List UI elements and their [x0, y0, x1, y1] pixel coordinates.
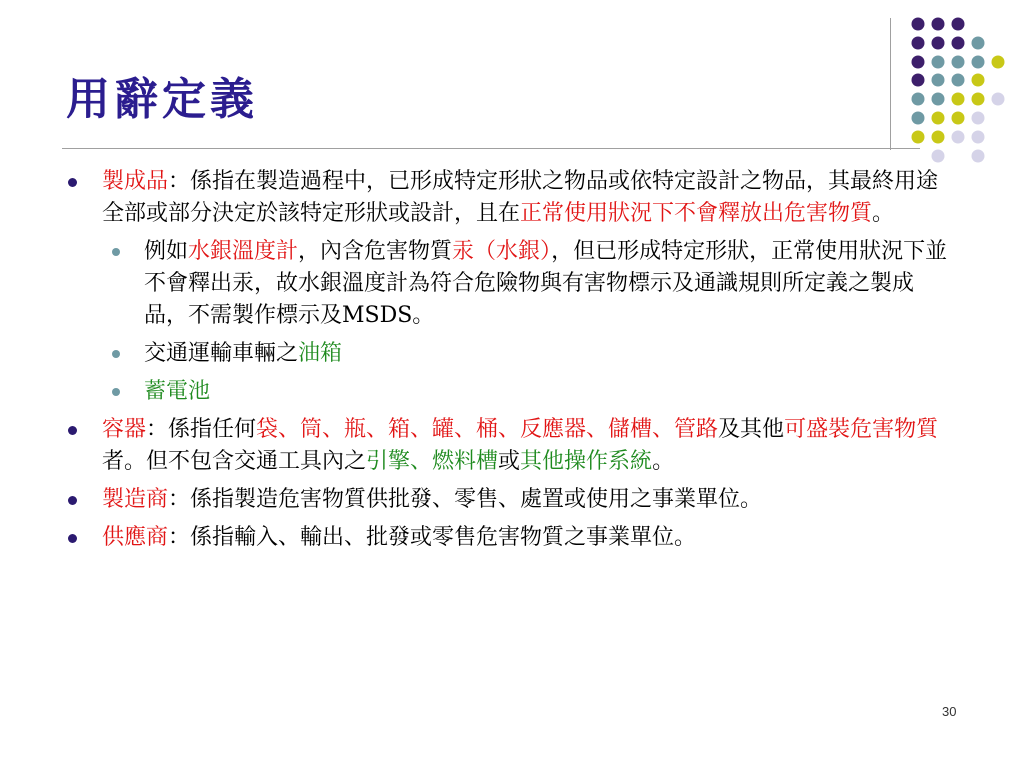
- dot: [952, 56, 965, 69]
- bullet-dot-icon: [68, 426, 77, 435]
- dot: [912, 131, 925, 144]
- sub-bullet-dot-icon: [112, 350, 120, 358]
- highlight-text: 其他操作系統: [520, 449, 653, 474]
- slide-body: [62, 166, 952, 560]
- term-manufacturer: 製造商: [102, 487, 169, 512]
- page-number: 30: [942, 704, 957, 719]
- highlight-text: 可盛裝危害物質: [784, 417, 939, 442]
- bullet-dot-icon: [68, 496, 77, 505]
- definition-text: 及其他: [718, 417, 785, 442]
- term-supplier: 供應商: [102, 525, 169, 550]
- bullet-dot-icon: [68, 178, 77, 187]
- dot: [952, 131, 965, 144]
- dot: [952, 18, 965, 31]
- term-finished-product: 製成品: [102, 169, 169, 194]
- dot: [912, 37, 925, 50]
- dot: [972, 131, 985, 144]
- sub-bullet-item-example-thermometer: [62, 236, 952, 332]
- vertical-divider: [890, 18, 891, 150]
- slide-title: 用辭定義: [66, 74, 258, 125]
- dot: [912, 18, 925, 31]
- dot: [912, 56, 925, 69]
- dot: [972, 150, 985, 163]
- dot: [992, 56, 1005, 69]
- dot: [932, 131, 945, 144]
- sub-bullet-dot-icon: [112, 248, 120, 256]
- definition-text: 。: [872, 201, 895, 226]
- sub-bullet-item-battery: [62, 376, 952, 408]
- dot: [952, 74, 965, 87]
- highlight-text: 蓄電池: [144, 379, 211, 404]
- sub-bullet-dot-icon: [112, 388, 120, 396]
- dot: [932, 93, 945, 106]
- dot: [952, 93, 965, 106]
- dot: [912, 93, 925, 106]
- highlight-text: 正常使用狀況下不會釋放出危害物質: [520, 201, 873, 226]
- definition-text: ：係指任何: [146, 417, 257, 442]
- dot: [972, 74, 985, 87]
- bullet-item-manufacturer: [62, 484, 952, 516]
- example-text: 例如: [144, 239, 189, 264]
- highlight-text: 油箱: [298, 341, 343, 366]
- highlight-text: 水銀溫度計: [188, 239, 299, 264]
- highlight-text: 袋、筒、瓶、箱、罐、桶、反應器、儲槽、管路: [256, 417, 719, 442]
- bullet-dot-icon: [68, 534, 77, 543]
- definition-text: ：係指製造危害物質供批發、零售、處置或使用之事業單位。: [168, 487, 763, 512]
- dot: [932, 37, 945, 50]
- dot: [932, 18, 945, 31]
- dot: [992, 93, 1005, 106]
- definition-text: ：係指輸入、輸出、批發或零售危害物質之事業單位。: [168, 525, 697, 550]
- horizontal-divider: [62, 148, 920, 149]
- definition-text: 或: [498, 449, 521, 474]
- definition-text: 者。但不包含交通工具內之: [102, 449, 367, 474]
- dot: [972, 93, 985, 106]
- example-text: ，內含危害物質: [298, 239, 453, 264]
- definition-text: 。: [652, 449, 675, 474]
- bullet-item-finished-product: [62, 166, 952, 230]
- bullet-item-supplier: [62, 522, 952, 554]
- highlight-text: 汞（水銀）: [452, 239, 552, 264]
- sub-bullet-item-fuel-tank: [62, 338, 952, 370]
- example-text: ，但已形成特定形狀，正常使用狀況下並不會釋出汞，故水銀溫度計為符合危險物與有害物標示及通識規則所定義之製成品，不需製作標示及MSDS。: [144, 239, 948, 328]
- dot: [972, 56, 985, 69]
- dot: [972, 37, 985, 50]
- dot: [912, 112, 925, 125]
- definition-text: ：係指在製造過程中，已形成特定形狀之物品或依特定設計之物品，其最終用途全部或部分決定於該特定形狀或設計，且在: [102, 169, 939, 226]
- dot: [952, 112, 965, 125]
- example-text: 交通運輸車輛之: [144, 341, 299, 366]
- dot: [952, 37, 965, 50]
- dot: [932, 112, 945, 125]
- dot: [932, 56, 945, 69]
- dot: [932, 74, 945, 87]
- dot: [972, 112, 985, 125]
- dot: [912, 74, 925, 87]
- dot: [932, 150, 945, 163]
- term-container: 容器: [102, 417, 147, 442]
- bullet-item-container: [62, 414, 952, 478]
- highlight-text: 引擎、燃料槽: [366, 449, 499, 474]
